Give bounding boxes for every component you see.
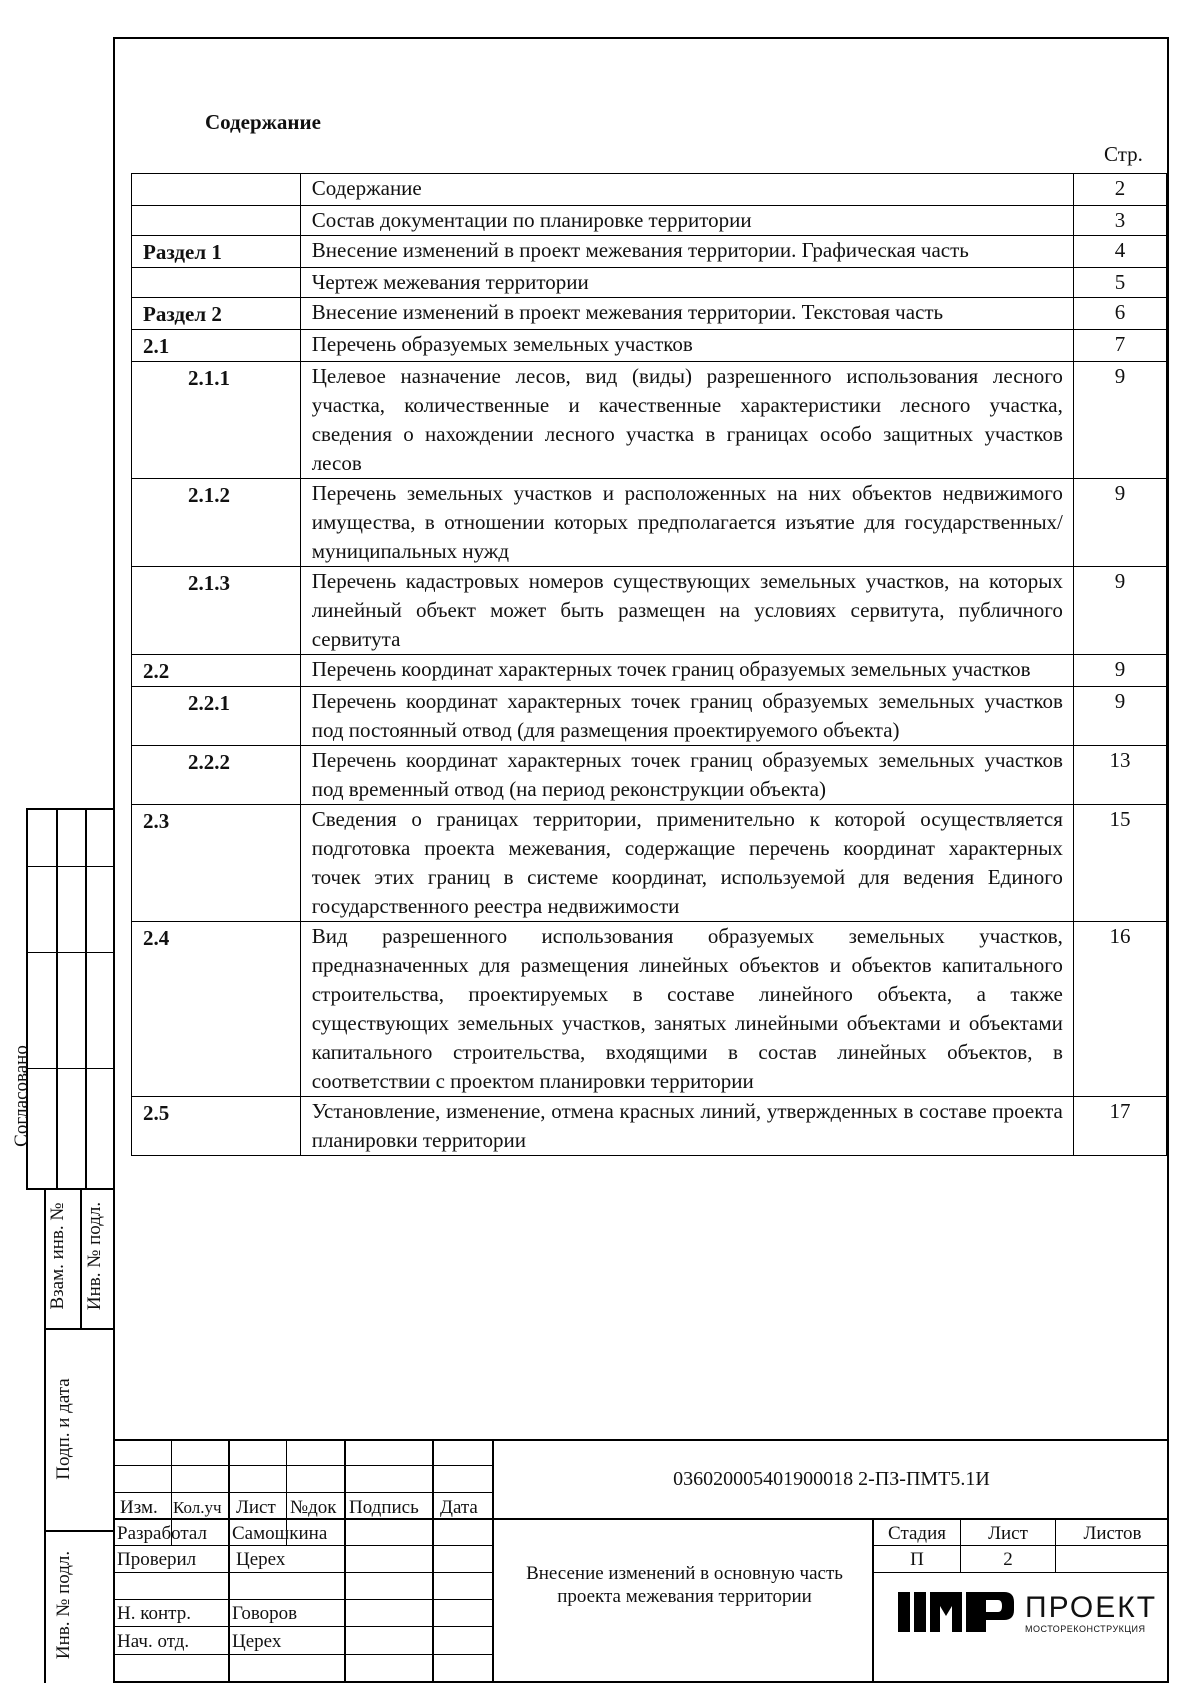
toc-section-title: Перечень координат характерных точек границ образуемых земельных участков под временный отвод (на период реконструкции объекта) <box>300 746 1073 805</box>
toc-row <box>132 655 1167 687</box>
side-line <box>26 808 115 810</box>
toc-section-number: Раздел 1 <box>132 236 301 268</box>
toc-page-number: 5 <box>1073 268 1166 298</box>
toc-section-title: Чертеж межевания территории <box>300 268 1073 298</box>
tb-line <box>113 1439 1169 1441</box>
toc-section-title: Установление, изменение, отмена красных линий, утвержденных в составе проекта планировки территории <box>300 1097 1073 1156</box>
side-line <box>44 1188 46 1683</box>
tb-line <box>432 1439 434 1683</box>
toc-page-number: 4 <box>1073 236 1166 268</box>
toc-section-number <box>132 268 301 298</box>
toc-section-title: Сведения о границах территории, применительно к которой осуществляется подготовка проекта межевания, содержащие перечень координат характерных точек этих границ в системе координат, используемой для ведения Единого государственного реестра недвижимости <box>300 805 1073 922</box>
tb-header-list: Лист <box>236 1497 276 1518</box>
toc-section-title: Перечень кадастровых номеров существующих земельных участков, на которых линейный объект может быть размещен на условиях сервитута, публичного сервитута <box>300 567 1073 655</box>
toc-section-number <box>132 206 301 236</box>
toc-section-number: 2.3 <box>132 805 301 922</box>
toc-page-number: 9 <box>1073 687 1166 746</box>
inv-podl-label: Инв. № подл. <box>53 1550 74 1660</box>
role-dept-head: Нач. отд. <box>117 1631 190 1652</box>
toc-page-number: 9 <box>1073 567 1166 655</box>
tb-line <box>113 1654 493 1655</box>
role-checked: Проверил <box>117 1549 197 1570</box>
tb-line <box>113 1465 493 1466</box>
podp-data-label: Подп. и дата <box>53 1378 74 1480</box>
sheet-value: 2 <box>1003 1549 1013 1570</box>
toc-page-number: 7 <box>1073 330 1166 362</box>
name-checked: Церех <box>236 1549 286 1570</box>
side-line <box>26 1188 115 1190</box>
toc-row <box>132 236 1167 268</box>
toc-section-title: Состав документации по планировке территории <box>300 206 1073 236</box>
vzam-inv-label: Взам. инв. № <box>47 1202 68 1310</box>
toc-page-number: 17 <box>1073 1097 1166 1156</box>
side-line <box>85 808 87 1188</box>
toc-page-number: 9 <box>1073 655 1166 687</box>
toc-page-number: 9 <box>1073 479 1166 567</box>
stage-value: П <box>910 1549 924 1570</box>
toc-row <box>132 206 1167 236</box>
toc-row <box>132 805 1167 922</box>
toc-page-number: 2 <box>1073 174 1166 206</box>
toc-table <box>131 173 1167 1156</box>
tb-header-ndoc: №док <box>290 1497 337 1518</box>
toc-row <box>132 1097 1167 1156</box>
toc-row <box>132 687 1167 746</box>
toc-page-number: 9 <box>1073 362 1166 479</box>
toc-row <box>132 922 1167 1097</box>
toc-section-title: Вид разрешенного использования образуемых земельных участков, предназначенных для размещения линейных объектов и объектов капитального строительства, проектируемых в составе линейного объекта, а также существующих земельных участков, занятых линейными объектами и объектами капитального строительства, входящими в состав линейных объектов, в соответствии с проектом планировки территории <box>300 922 1073 1097</box>
doc-title: Внесение изменений в основную часть проекта межевания территории <box>526 1563 843 1607</box>
logo-text: ПРОЕКТ <box>1025 1591 1158 1624</box>
page-column-label: Стр. <box>1104 142 1143 166</box>
tb-line <box>344 1439 346 1683</box>
toc-row <box>132 746 1167 805</box>
tb-header-podpis: Подпись <box>349 1497 419 1518</box>
toc-section-number: 2.5 <box>132 1097 301 1156</box>
toc-section-number: 2.1.1 <box>132 362 301 479</box>
toc-section-number: 2.1 <box>132 330 301 362</box>
doc-code: 036020005401900018 2-ПЗ-ПМТ5.1И <box>673 1468 990 1490</box>
inv-podl-top-label: Инв. № подл. <box>84 1201 105 1311</box>
toc-section-number: 2.1.3 <box>132 567 301 655</box>
tb-line <box>872 1572 1169 1573</box>
toc-row <box>132 174 1167 206</box>
toc-section-title: Содержание <box>300 174 1073 206</box>
name-dept-head: Церех <box>232 1631 282 1652</box>
tb-header-data: Дата <box>440 1497 478 1518</box>
page-title: Содержание <box>205 110 321 134</box>
tb-line <box>113 1626 493 1627</box>
side-line <box>80 1188 82 1328</box>
toc-page-number: 15 <box>1073 805 1166 922</box>
toc-section-number: 2.2.2 <box>132 746 301 805</box>
role-developed: Разработал <box>117 1523 207 1544</box>
tb-line <box>113 1572 493 1573</box>
toc-section-title: Перечень земельных участков и расположенных на них объектов недвижимого имущества, в отношении которых предполагается изъятие для государственных/муниципальных нужд <box>300 479 1073 567</box>
side-line <box>44 1328 114 1330</box>
sheets-label: Листов <box>1083 1523 1142 1544</box>
side-line <box>44 1530 114 1532</box>
side-line <box>26 952 115 953</box>
logo-subtext: МОСТОРЕКОНСТРУКЦИЯ <box>1025 1624 1146 1634</box>
toc-row <box>132 330 1167 362</box>
stage-label: Стадия <box>888 1523 946 1544</box>
toc-row <box>132 567 1167 655</box>
toc-section-number: Раздел 2 <box>132 298 301 330</box>
toc-page-number: 3 <box>1073 206 1166 236</box>
name-norm-control: Говоров <box>232 1603 298 1624</box>
role-norm-control: Н. контр. <box>117 1603 191 1624</box>
toc-section-title: Перечень координат характерных точек границ образуемых земельных участков под постоянный отвод (для размещения проектируемого объекта) <box>300 687 1073 746</box>
tb-line <box>113 1492 493 1493</box>
toc-row <box>132 479 1167 567</box>
side-line <box>26 1068 115 1069</box>
tb-line <box>228 1439 230 1683</box>
toc-section-title: Перечень образуемых земельных участков <box>300 330 1073 362</box>
toc-page-number: 16 <box>1073 922 1166 1097</box>
toc-row <box>132 268 1167 298</box>
company-logo-mark <box>898 1586 1016 1636</box>
toc-section-number <box>132 174 301 206</box>
agreed-label: Согласовано <box>11 1045 32 1147</box>
toc-section-title: Целевое назначение лесов, вид (виды) разрешенного использования лесного участка, количественные и качественные характеристики лесного участка, сведения о нахождении лесного участка в границах особо защитных участков лесов <box>300 362 1073 479</box>
toc-section-number: 2.2 <box>132 655 301 687</box>
toc-page-number: 6 <box>1073 298 1166 330</box>
name-developed: Самошкина <box>232 1523 328 1544</box>
sheet-label: Лист <box>988 1523 1028 1544</box>
toc-section-number: 2.2.1 <box>132 687 301 746</box>
toc-row <box>132 362 1167 479</box>
side-line <box>26 866 115 867</box>
side-line <box>56 808 58 1188</box>
tb-line <box>113 1599 493 1600</box>
toc-section-number: 2.1.2 <box>132 479 301 567</box>
tb-header-izm: Изм. <box>120 1497 158 1518</box>
toc-section-title: Внесение изменений в проект межевания территории. Графическая часть <box>300 236 1073 268</box>
toc-section-title: Внесение изменений в проект межевания территории. Текстовая часть <box>300 298 1073 330</box>
toc-page-number: 13 <box>1073 746 1166 805</box>
tb-header-kolich: Кол.уч <box>173 1498 222 1517</box>
toc-section-title: Перечень координат характерных точек границ образуемых земельных участков <box>300 655 1073 687</box>
toc-section-number: 2.4 <box>132 922 301 1097</box>
toc-row <box>132 298 1167 330</box>
